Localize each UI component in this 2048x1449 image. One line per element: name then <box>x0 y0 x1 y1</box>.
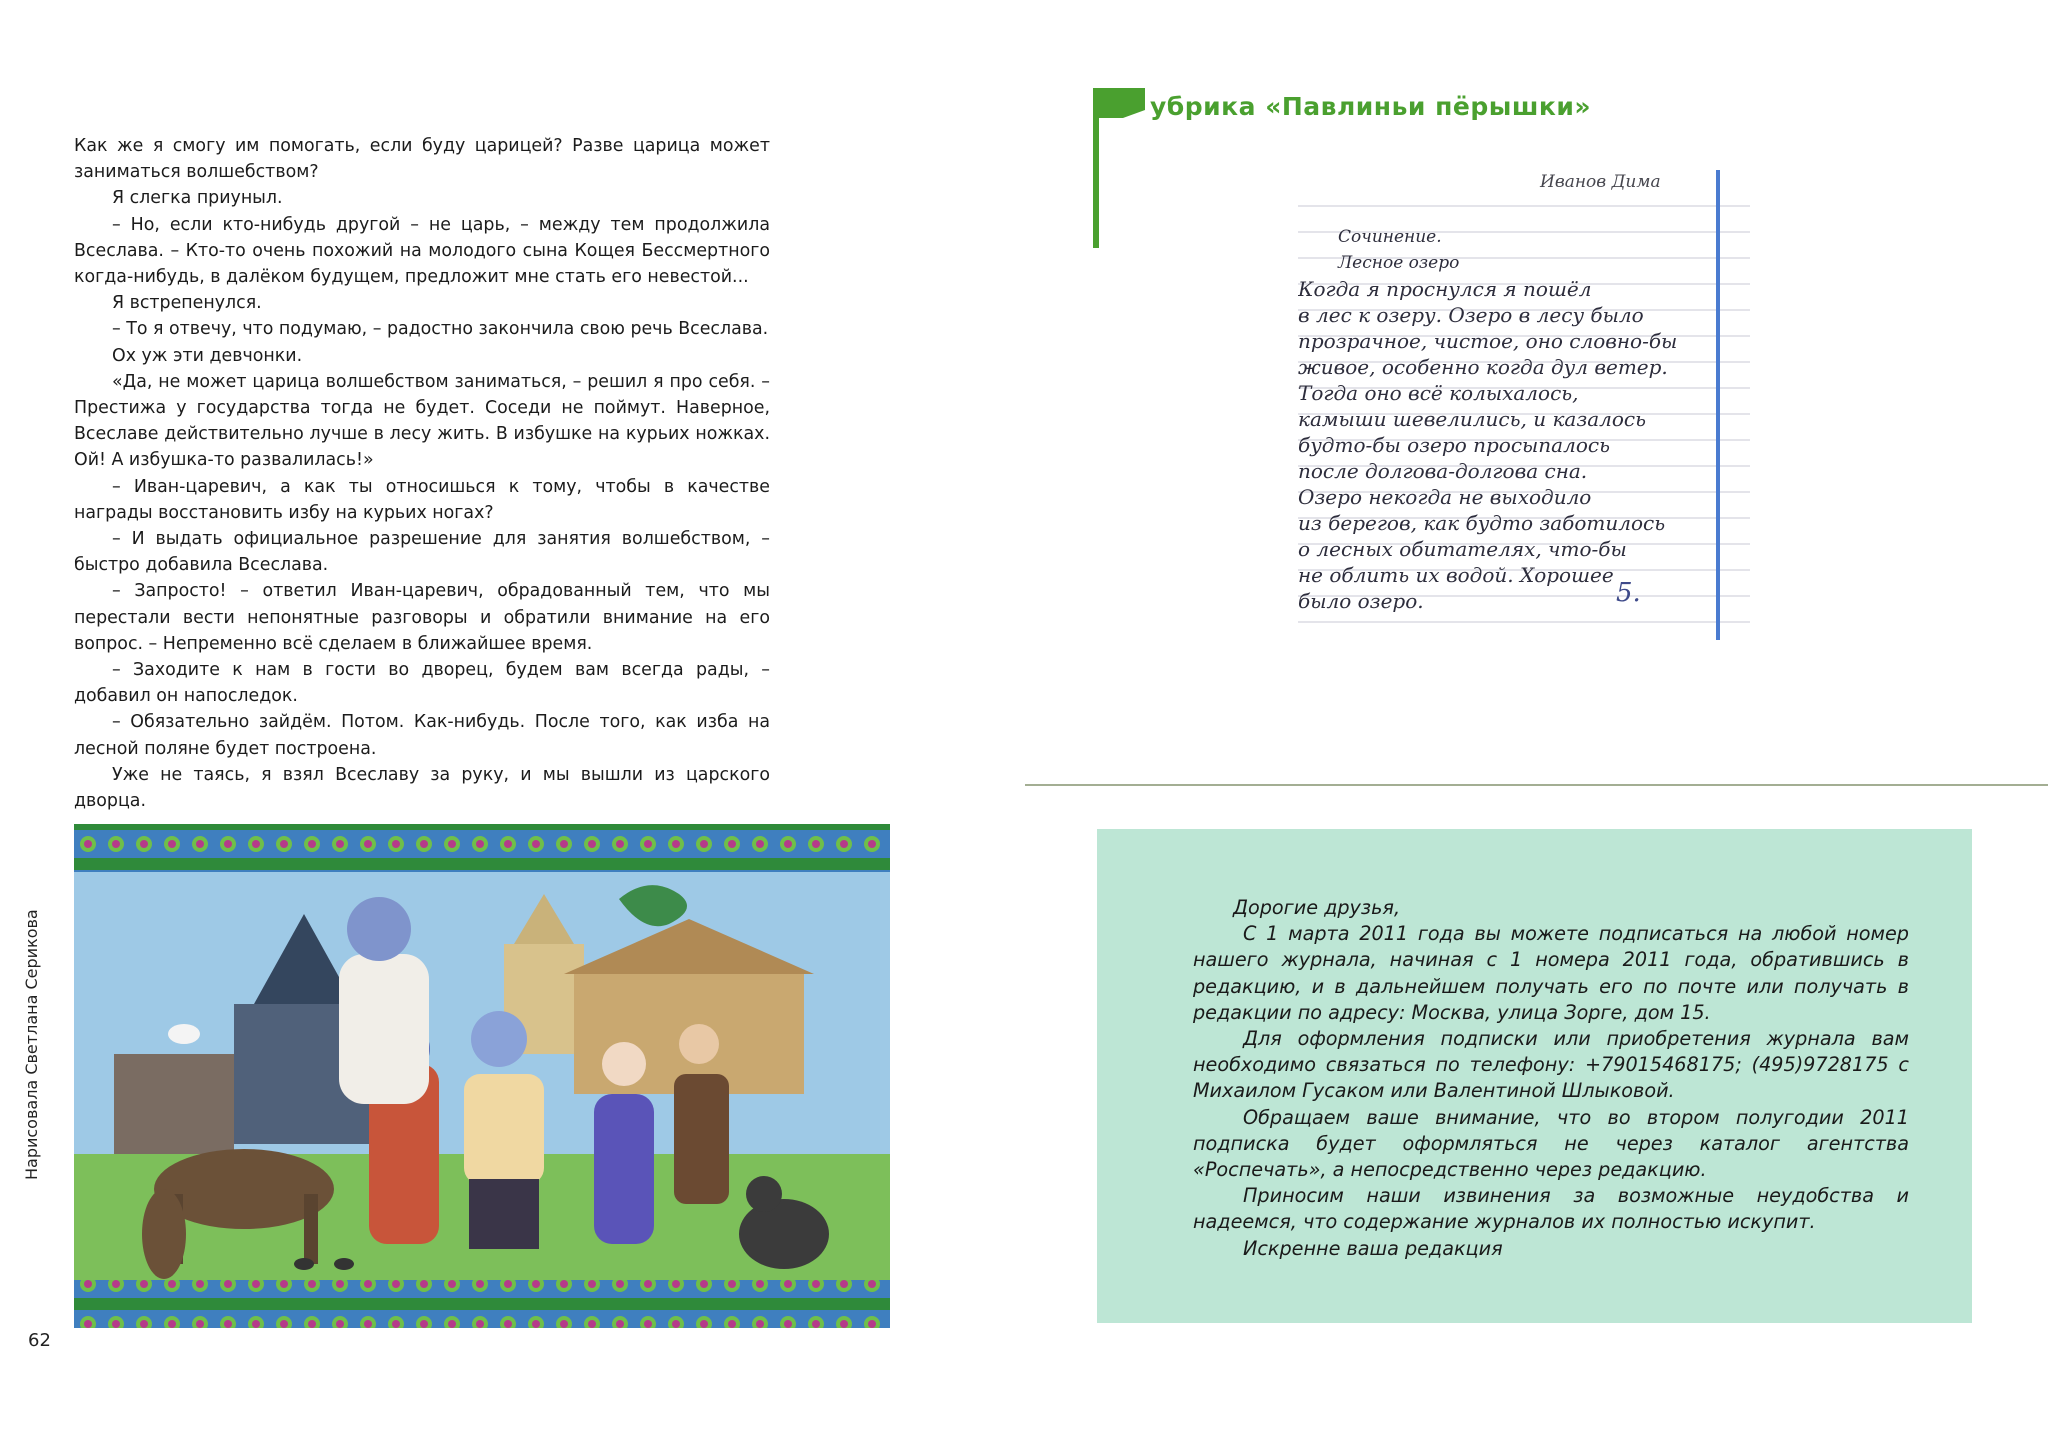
essay-line: после долгова-долгова сна. <box>1298 459 1588 483</box>
essay-line: из берегов, как будто заботилось <box>1298 511 1666 535</box>
essay-line: Озеро некогда не выходило <box>1298 485 1592 509</box>
story-paragraph: – И выдать официальное разрешение для занятия волшебством, – быстро добавила Всеслава. <box>74 529 770 576</box>
story-paragraph: Уже не таясь, я взял Всеславу за руку, и мы вышли из царского дворца. <box>74 764 770 812</box>
story-paragraph: – Заходите к нам в гости во дворец, будем вам всегда рады, – добавил он напоследок. <box>74 660 770 707</box>
story-paragraph: «Да, не может царица волшебством заниматься, – решил я про себя. – Престижа у государства тогда не будет. Соседи не поймут. Наверное, Всеславе действительно лучше в лесу жить. В избушке на курьих ножках. Ой! А избушка-то развалилась!» <box>74 371 770 471</box>
story-paragraph: – Обязательно зайдём. Потом. Как-нибудь. После того, как изба на лесной поляне будет построена. <box>74 712 770 759</box>
notice-paragraph: Для оформления подписки или приобретения журнала вам необходимо связаться по телефону: +79015468175; (495)9728175 с Михаилом Гусаком или Валентиной Шлыковой. <box>1193 1027 1909 1103</box>
subscription-notice <box>1193 895 1909 1262</box>
essay-line: камыши шевелились, и казалось <box>1298 407 1647 431</box>
notice-signature: Искренне ваша редакция <box>1243 1236 1503 1260</box>
notice-paragraph: Обращаем ваше внимание, что во втором полугодии 2011 подписка будет оформляться не через каталог агентства «Роспечать», а непосредственно через редакцию. <box>1193 1105 1909 1182</box>
rubric-title: убрика «Павлиньи пёрышки» <box>1150 92 1592 121</box>
story-paragraph: Ох уж эти девчонки. <box>112 345 303 366</box>
story-paragraph: Как же я смогу им помогать, если буду царицей? Разве царица может заниматься волшебством? <box>74 136 770 183</box>
essay-heading: Сочинение. <box>1338 227 1442 247</box>
story-paragraph: – Запросто! – ответил Иван-царевич, обрадованный тем, что мы перестали вести непонятные разговоры и обратили внимание на его вопрос. – Непременно всё сделаем в ближайшее время. <box>74 581 770 654</box>
story-paragraph: – Иван-царевич, а как ты относишься к тому, чтобы в качестве награды восстановить избу на курьих ногах? <box>74 476 770 523</box>
essay-line: Тогда оно всё колыхалось, <box>1298 381 1579 405</box>
essay-line: было озеро. <box>1298 589 1424 613</box>
story-paragraph: – То я отвечу, что подумаю, – радостно закончила свою речь Всеслава. <box>112 319 769 340</box>
illustrator-credit: Нарисовала Светлана Серикова <box>22 909 41 1180</box>
essay-line: в лес к озеру. Озеро в лесу было <box>1298 303 1644 327</box>
story-illustration <box>74 824 890 1328</box>
story-paragraph: Я слегка приуныл. <box>112 188 283 209</box>
page-number: 62 <box>28 1330 51 1351</box>
essay-title: Лесное озеро <box>1338 253 1460 273</box>
essay-grade: 5. <box>1616 578 1641 608</box>
essay-line: будто-бы озеро просыпалось <box>1298 433 1610 457</box>
essay-line: о лесных обитателях, что-бы <box>1298 537 1627 561</box>
section-divider <box>1025 784 2048 786</box>
notice-paragraph: С 1 марта 2011 года вы можете подписаться на любой номер нашего журнала, начиная с 1 номера 2011 года, обратившись в редакцию, и в дальнейшем получать его по почте или получать в редакции по адресу: Москва, улица Зорге, дом 15. <box>1193 922 1909 1024</box>
notice-greeting: Дорогие друзья, <box>1233 896 1401 919</box>
essay-author: Иванов Дима <box>1540 172 1661 192</box>
story-paragraph: Я встрепенулся. <box>112 293 262 314</box>
rubric-flag-icon <box>1093 88 1145 248</box>
notice-paragraph: Приносим наши извинения за возможные неудобства и надеемся, что содержание журналов их полностью искупит. <box>1193 1184 1909 1234</box>
story-text <box>74 133 770 814</box>
essay-text <box>1298 224 1738 614</box>
story-paragraph: – Но, если кто-нибудь другой – не царь, – между тем продолжила Всеслава. – Кто-то очень похожий на молодого сына Кощея Бессмертного когда-нибудь, в далёком будущем, предложит мне стать его невестой... <box>74 214 770 288</box>
essay-line: не облить их водой. Хорошее <box>1298 563 1614 587</box>
essay-line: живое, особенно когда дул ветер. <box>1298 355 1668 379</box>
essay-line: Когда я проснулся я пошёл <box>1298 277 1592 301</box>
fairy-tale-scene-image <box>74 824 890 1328</box>
essay-line: прозрачное, чистое, оно словно-бы <box>1298 329 1678 353</box>
